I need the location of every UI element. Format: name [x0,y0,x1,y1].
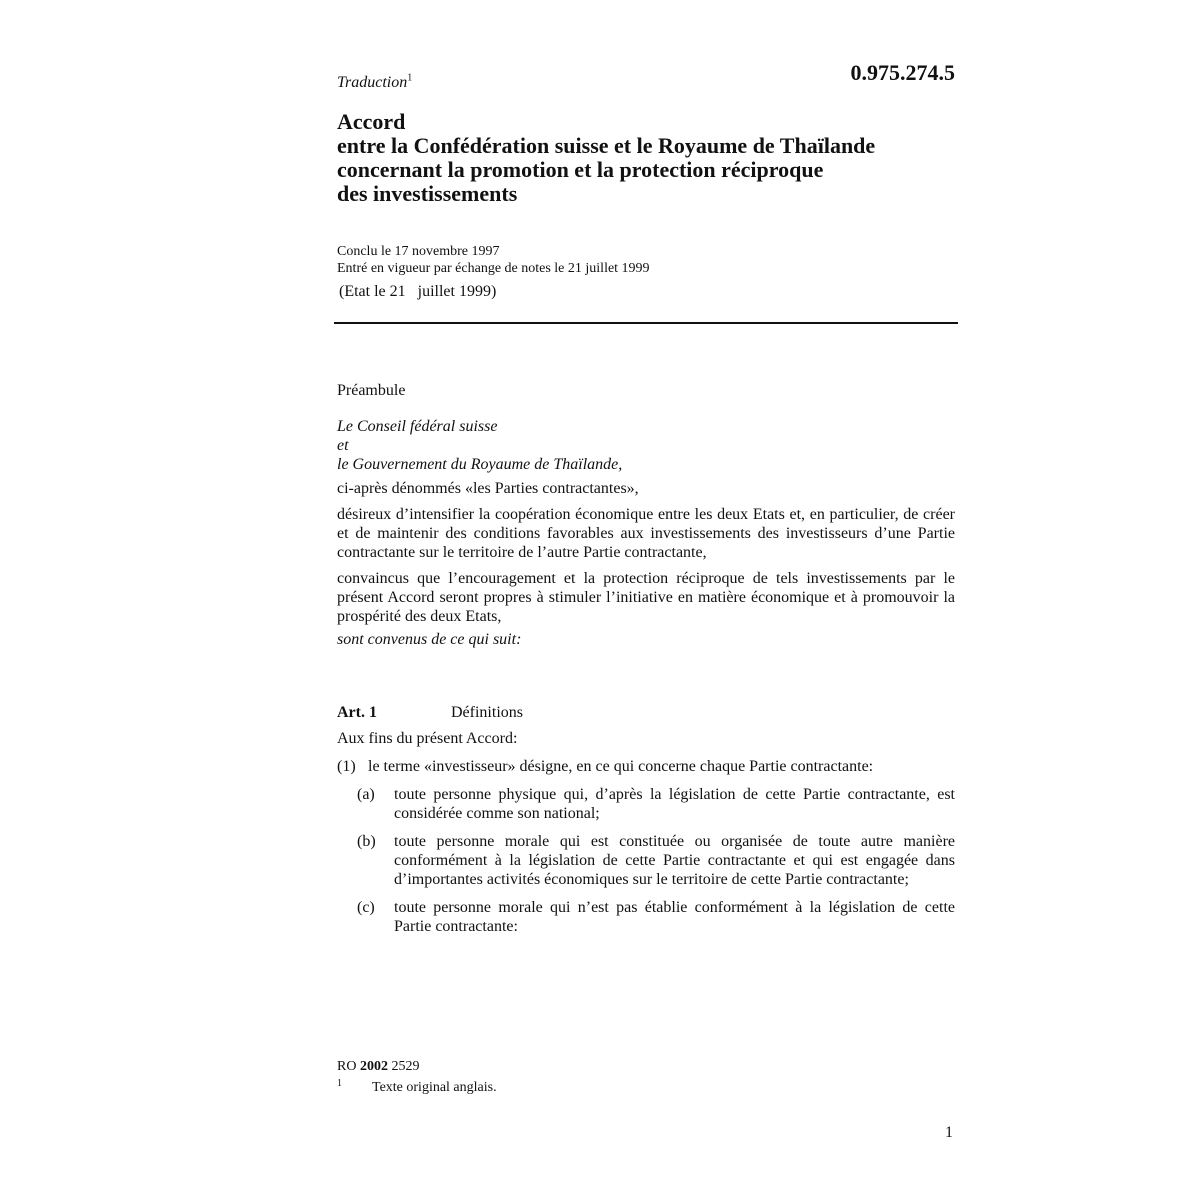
concluded-date: Conclu le 17 novembre 1997 [337,244,500,259]
ro-page: 2529 [391,1059,420,1074]
subitem-label: (c) [357,899,375,916]
article-intro: Aux fins du présent Accord: [337,730,518,747]
ro-year: 2002 [359,1059,388,1074]
definition-subitem [337,785,955,823]
status-date: (Etat le 21 juillet 1999) [339,283,497,300]
sr-number: 0.975.274.5 [850,60,955,85]
subitem-text: toute personne morale qui est constituée ou organisée de toute autre manière conformément à la législation de cette Partie contractante et qui est engagée dans d’importantes activités économiques sur le territoire de cette Partie contractante; [394,833,955,888]
hereinafter-clause: ci-après dénommés «les Parties contractantes», [337,480,639,497]
footnote-number: 1 [337,1078,342,1089]
document-title [337,110,957,206]
translation-text: Traduction [337,74,408,91]
party-1: Le Conseil fédéral suisse [337,418,498,435]
party-2: le Gouvernement du Royaume de Thaïlande, [337,456,623,473]
footnote-text: Texte original anglais. [372,1080,497,1095]
title-line: des investissements [337,181,518,206]
article-1-heading [337,703,955,722]
document-meta [337,243,650,277]
article-title: Définitions [451,704,523,721]
in-force-date: Entré en vigueur par échange de notes le 21 juillet 1999 [337,261,650,276]
ro-prefix: RO [337,1059,357,1074]
item-label: (1) [337,758,356,775]
title-line: Accord [337,109,406,134]
article-number: Art. 1 [337,704,377,721]
conjunction: et [337,437,349,454]
definition-subitem [337,898,955,936]
preamble-heading: Préambule [337,382,406,399]
desiring-clause: désireux d’intensifier la coopération économique entre les deux Etats et, en particulier, de créer et de maintenir des conditions favorables aux investissements des investisseurs d’une Partie contractante sur le territoire de l’autre Partie contractante, [337,506,955,561]
subitem-text: toute personne physique qui, d’après la législation de cette Partie contractante, est considérée comme son national; [394,786,955,822]
definition-item [337,757,955,776]
header-divider [334,322,958,324]
title-line: entre la Confédération suisse et le Royaume de Thaïlande [337,133,876,158]
ro-reference [337,1059,419,1075]
item-text: le terme «investisseur» désigne, en ce qui concerne chaque Partie contractante: [368,758,874,775]
page-number: 1 [945,1124,953,1141]
document-body [337,381,955,936]
title-line: concernant la promotion et la protection réciproque [337,157,824,182]
footnote [337,1080,497,1096]
definition-subitem [337,832,955,889]
subitem-label: (b) [357,833,376,850]
footnote-ref: 1 [407,72,413,84]
subitem-text: toute personne morale qui n’est pas établie conformément à la législation de cette Partie contractante: [394,899,955,935]
subitem-label: (a) [357,786,375,803]
agreed-clause: sont convenus de ce qui suit: [337,631,522,648]
convinced-clause: convaincus que l’encouragement et la protection réciproque de tels investissements par le présent Accord seront propres à stimuler l’initiative en matière économique et à promouvoir la prospérité des deux Etats, [337,570,955,625]
translation-label [337,74,412,92]
